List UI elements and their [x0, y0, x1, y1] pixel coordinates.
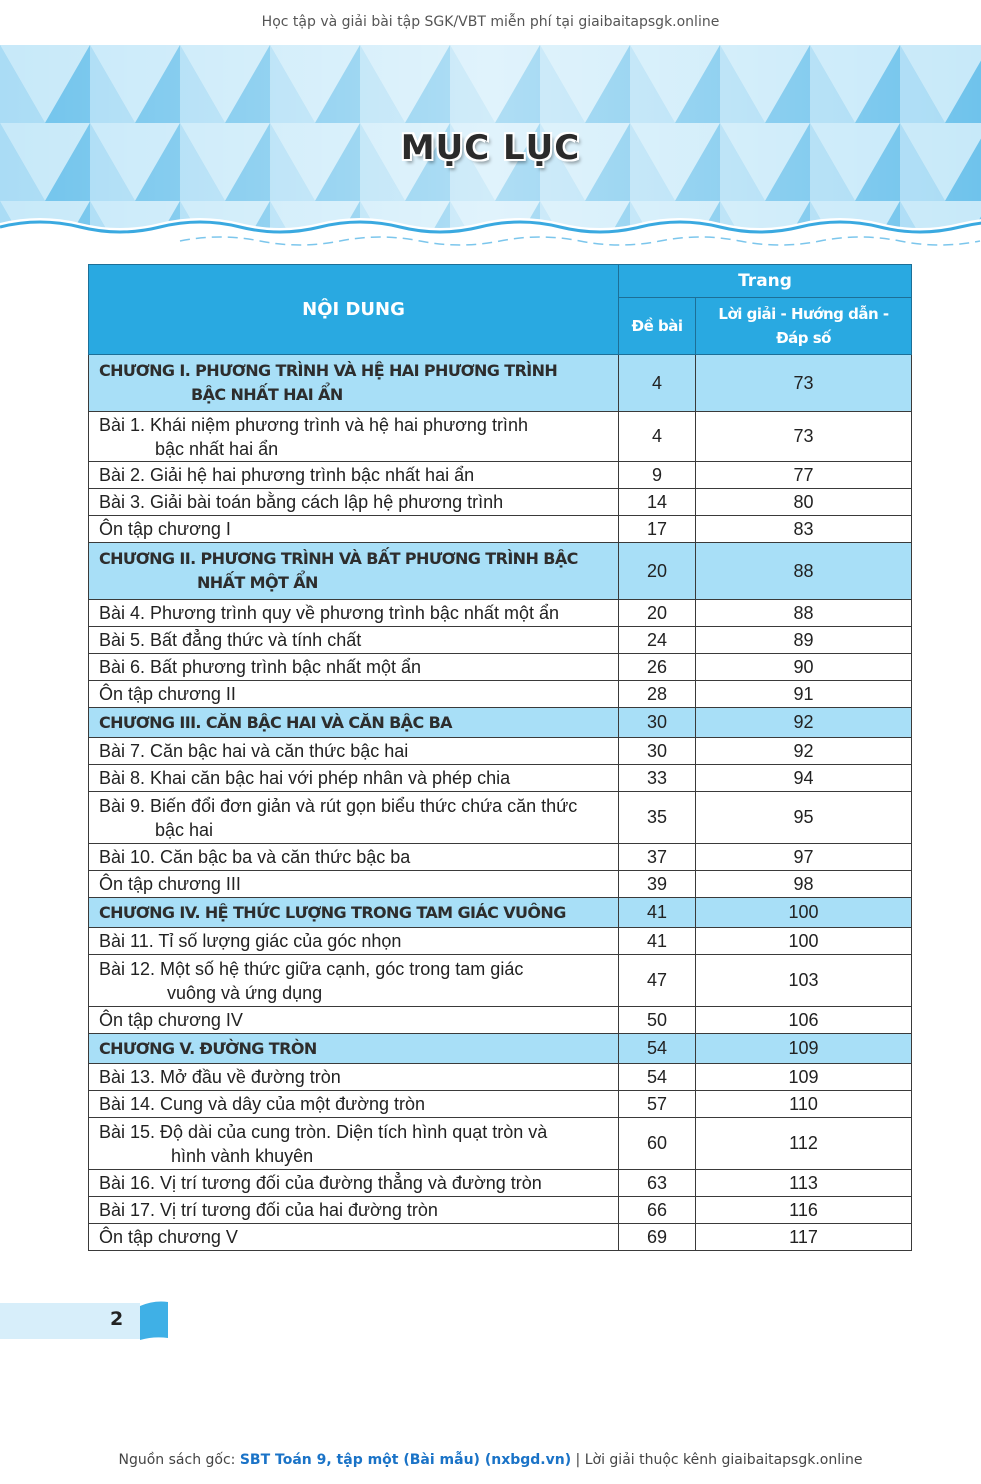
header-loi-giai-line2: Đáp số — [776, 329, 831, 347]
de-bai-page: 17 — [619, 516, 696, 543]
loi-giai-page: 110 — [696, 1091, 912, 1118]
loi-giai-page: 97 — [696, 844, 912, 871]
chapter-row — [89, 898, 912, 928]
de-bai-page: 54 — [619, 1064, 696, 1091]
de-bai-page: 33 — [619, 765, 696, 792]
loi-giai-page: 109 — [696, 1064, 912, 1091]
loi-giai-page: 106 — [696, 1007, 912, 1034]
de-bai-page: 26 — [619, 654, 696, 681]
lesson-row — [89, 1064, 912, 1091]
loi-giai-page: 73 — [696, 412, 912, 462]
de-bai-page: 24 — [619, 627, 696, 654]
loi-giai-page: 80 — [696, 489, 912, 516]
chapter-title: CHƯƠNG IV. HỆ THỨC LƯỢNG TRONG TAM GIÁC VUÔNG — [89, 898, 619, 928]
de-bai-page: 28 — [619, 681, 696, 708]
chapter-title: CHƯƠNG III. CĂN BẬC HAI VÀ CĂN BẬC BA — [89, 708, 619, 738]
de-bai-page: 4 — [619, 355, 696, 412]
loi-giai-page: 89 — [696, 627, 912, 654]
de-bai-page: 20 — [619, 543, 696, 600]
loi-giai-page: 73 — [696, 355, 912, 412]
header-content: NỘI DUNG — [89, 265, 619, 355]
lesson-row — [89, 955, 912, 1007]
lesson-title: Bài 5. Bất đẳng thức và tính chất — [89, 627, 619, 654]
lesson-row — [89, 1118, 912, 1170]
lesson-title: Bài 4. Phương trình quy về phương trình bậc nhất một ẩn — [89, 600, 619, 627]
loi-giai-page: 117 — [696, 1224, 912, 1251]
page-number: 2 — [110, 1308, 124, 1330]
lesson-title: Bài 3. Giải bài toán bằng cách lập hệ phương trình — [89, 489, 619, 516]
loi-giai-page: 95 — [696, 792, 912, 844]
header-note: Học tập và giải bài tập SGK/VBT miễn phí tại giaibaitapsgk.online — [261, 14, 720, 30]
lesson-row — [89, 627, 912, 654]
de-bai-page: 37 — [619, 844, 696, 871]
lesson-title: Bài 13. Mở đầu về đường tròn — [89, 1064, 619, 1091]
lesson-title: Bài 17. Vị trí tương đối của hai đường tròn — [89, 1197, 619, 1224]
chapter-row — [89, 708, 912, 738]
lesson-title: Bài 12. Một số hệ thức giữa cạnh, góc trong tam giác vuông và ứng dụng — [89, 955, 619, 1007]
lesson-title: Ôn tập chương II — [89, 681, 619, 708]
lesson-title: Bài 14. Cung và dây của một đường tròn — [89, 1091, 619, 1118]
review-row — [89, 681, 912, 708]
loi-giai-page: 88 — [696, 600, 912, 627]
de-bai-page: 41 — [619, 898, 696, 928]
review-row — [89, 871, 912, 898]
de-bai-page: 50 — [619, 1007, 696, 1034]
de-bai-page: 30 — [619, 708, 696, 738]
de-bai-page: 57 — [619, 1091, 696, 1118]
loi-giai-page: 90 — [696, 654, 912, 681]
lesson-row — [89, 844, 912, 871]
de-bai-page: 39 — [619, 871, 696, 898]
chapter-row — [89, 1034, 912, 1064]
loi-giai-page: 112 — [696, 1118, 912, 1170]
lesson-row — [89, 792, 912, 844]
lesson-title: Bài 2. Giải hệ hai phương trình bậc nhất hai ẩn — [89, 462, 619, 489]
chapter-title: CHƯƠNG V. ĐƯỜNG TRÒN — [89, 1034, 619, 1064]
de-bai-page: 66 — [619, 1197, 696, 1224]
footer-source — [0, 1452, 981, 1468]
lesson-title: Bài 7. Căn bậc hai và căn thức bậc hai — [89, 738, 619, 765]
chapter-title: CHƯƠNG I. PHƯƠNG TRÌNH VÀ HỆ HAI PHƯƠNG TRÌNH BẬC NHẤT HAI ẨN — [89, 355, 619, 412]
lesson-title: Bài 8. Khai căn bậc hai với phép nhân và phép chia — [89, 765, 619, 792]
lesson-title: Ôn tập chương I — [89, 516, 619, 543]
lesson-row — [89, 654, 912, 681]
loi-giai-page: 113 — [696, 1170, 912, 1197]
lesson-title: Bài 9. Biến đổi đơn giản và rút gọn biểu thức chứa căn thức bậc hai — [89, 792, 619, 844]
loi-giai-page: 98 — [696, 871, 912, 898]
de-bai-page: 60 — [619, 1118, 696, 1170]
de-bai-page: 9 — [619, 462, 696, 489]
lesson-title: Ôn tập chương III — [89, 871, 619, 898]
loi-giai-page: 91 — [696, 681, 912, 708]
de-bai-page: 54 — [619, 1034, 696, 1064]
loi-giai-page: 77 — [696, 462, 912, 489]
lesson-title: Bài 6. Bất phương trình bậc nhất một ẩn — [89, 654, 619, 681]
de-bai-page: 63 — [619, 1170, 696, 1197]
de-bai-page: 47 — [619, 955, 696, 1007]
chapter-row — [89, 543, 912, 600]
lesson-row — [89, 1091, 912, 1118]
loi-giai-page: 100 — [696, 928, 912, 955]
lesson-row — [89, 1170, 912, 1197]
de-bai-page: 4 — [619, 412, 696, 462]
loi-giai-page: 109 — [696, 1034, 912, 1064]
lesson-row — [89, 738, 912, 765]
lesson-title: Bài 10. Căn bậc ba và căn thức bậc ba — [89, 844, 619, 871]
toc-table — [88, 264, 912, 1251]
loi-giai-page: 83 — [696, 516, 912, 543]
de-bai-page: 41 — [619, 928, 696, 955]
loi-giai-page: 103 — [696, 955, 912, 1007]
lesson-title: Bài 1. Khái niệm phương trình và hệ hai phương trình bậc nhất hai ẩn — [89, 412, 619, 462]
review-row — [89, 516, 912, 543]
de-bai-page: 14 — [619, 489, 696, 516]
de-bai-page: 69 — [619, 1224, 696, 1251]
loi-giai-page: 92 — [696, 708, 912, 738]
de-bai-page: 30 — [619, 738, 696, 765]
lesson-row — [89, 600, 912, 627]
footer-suffix: | Lời giải thuộc kênh giaibaitapsgk.online — [571, 1452, 863, 1468]
lesson-row — [89, 462, 912, 489]
lesson-title: Ôn tập chương IV — [89, 1007, 619, 1034]
review-row — [89, 1224, 912, 1251]
loi-giai-page: 88 — [696, 543, 912, 600]
de-bai-page: 35 — [619, 792, 696, 844]
lesson-row — [89, 412, 912, 462]
chapter-row — [89, 355, 912, 412]
lesson-row — [89, 765, 912, 792]
lesson-title: Ôn tập chương V — [89, 1224, 619, 1251]
lesson-title: Bài 11. Tỉ số lượng giác của góc nhọn — [89, 928, 619, 955]
loi-giai-page: 116 — [696, 1197, 912, 1224]
loi-giai-page: 94 — [696, 765, 912, 792]
review-row — [89, 1007, 912, 1034]
page-title: MỤC LỤC — [400, 128, 581, 168]
lesson-row — [89, 489, 912, 516]
header-loi-giai — [696, 298, 912, 355]
loi-giai-page: 92 — [696, 738, 912, 765]
header-loi-giai-line1: Lời giải - Hướng dẫn - — [718, 305, 889, 323]
lesson-title: Bài 15. Độ dài của cung tròn. Diện tích hình quạt tròn và hình vành khuyên — [89, 1118, 619, 1170]
de-bai-page: 20 — [619, 600, 696, 627]
header-page: Trang — [619, 265, 912, 298]
chapter-title: CHƯƠNG II. PHƯƠNG TRÌNH VÀ BẤT PHƯƠNG TRÌNH BẬC NHẤT MỘT ẨN — [89, 543, 619, 600]
lesson-row — [89, 928, 912, 955]
bookmark-icon — [140, 1300, 168, 1340]
header-de-bai: Đề bài — [619, 298, 696, 355]
footer-source-link[interactable]: SBT Toán 9, tập một (Bài mẫu) (nxbgd.vn) — [239, 1452, 572, 1468]
loi-giai-page: 100 — [696, 898, 912, 928]
lesson-row — [89, 1197, 912, 1224]
footer-prefix: Nguồn sách gốc: — [118, 1452, 240, 1468]
lesson-title: Bài 16. Vị trí tương đối của đường thẳng và đường tròn — [89, 1170, 619, 1197]
